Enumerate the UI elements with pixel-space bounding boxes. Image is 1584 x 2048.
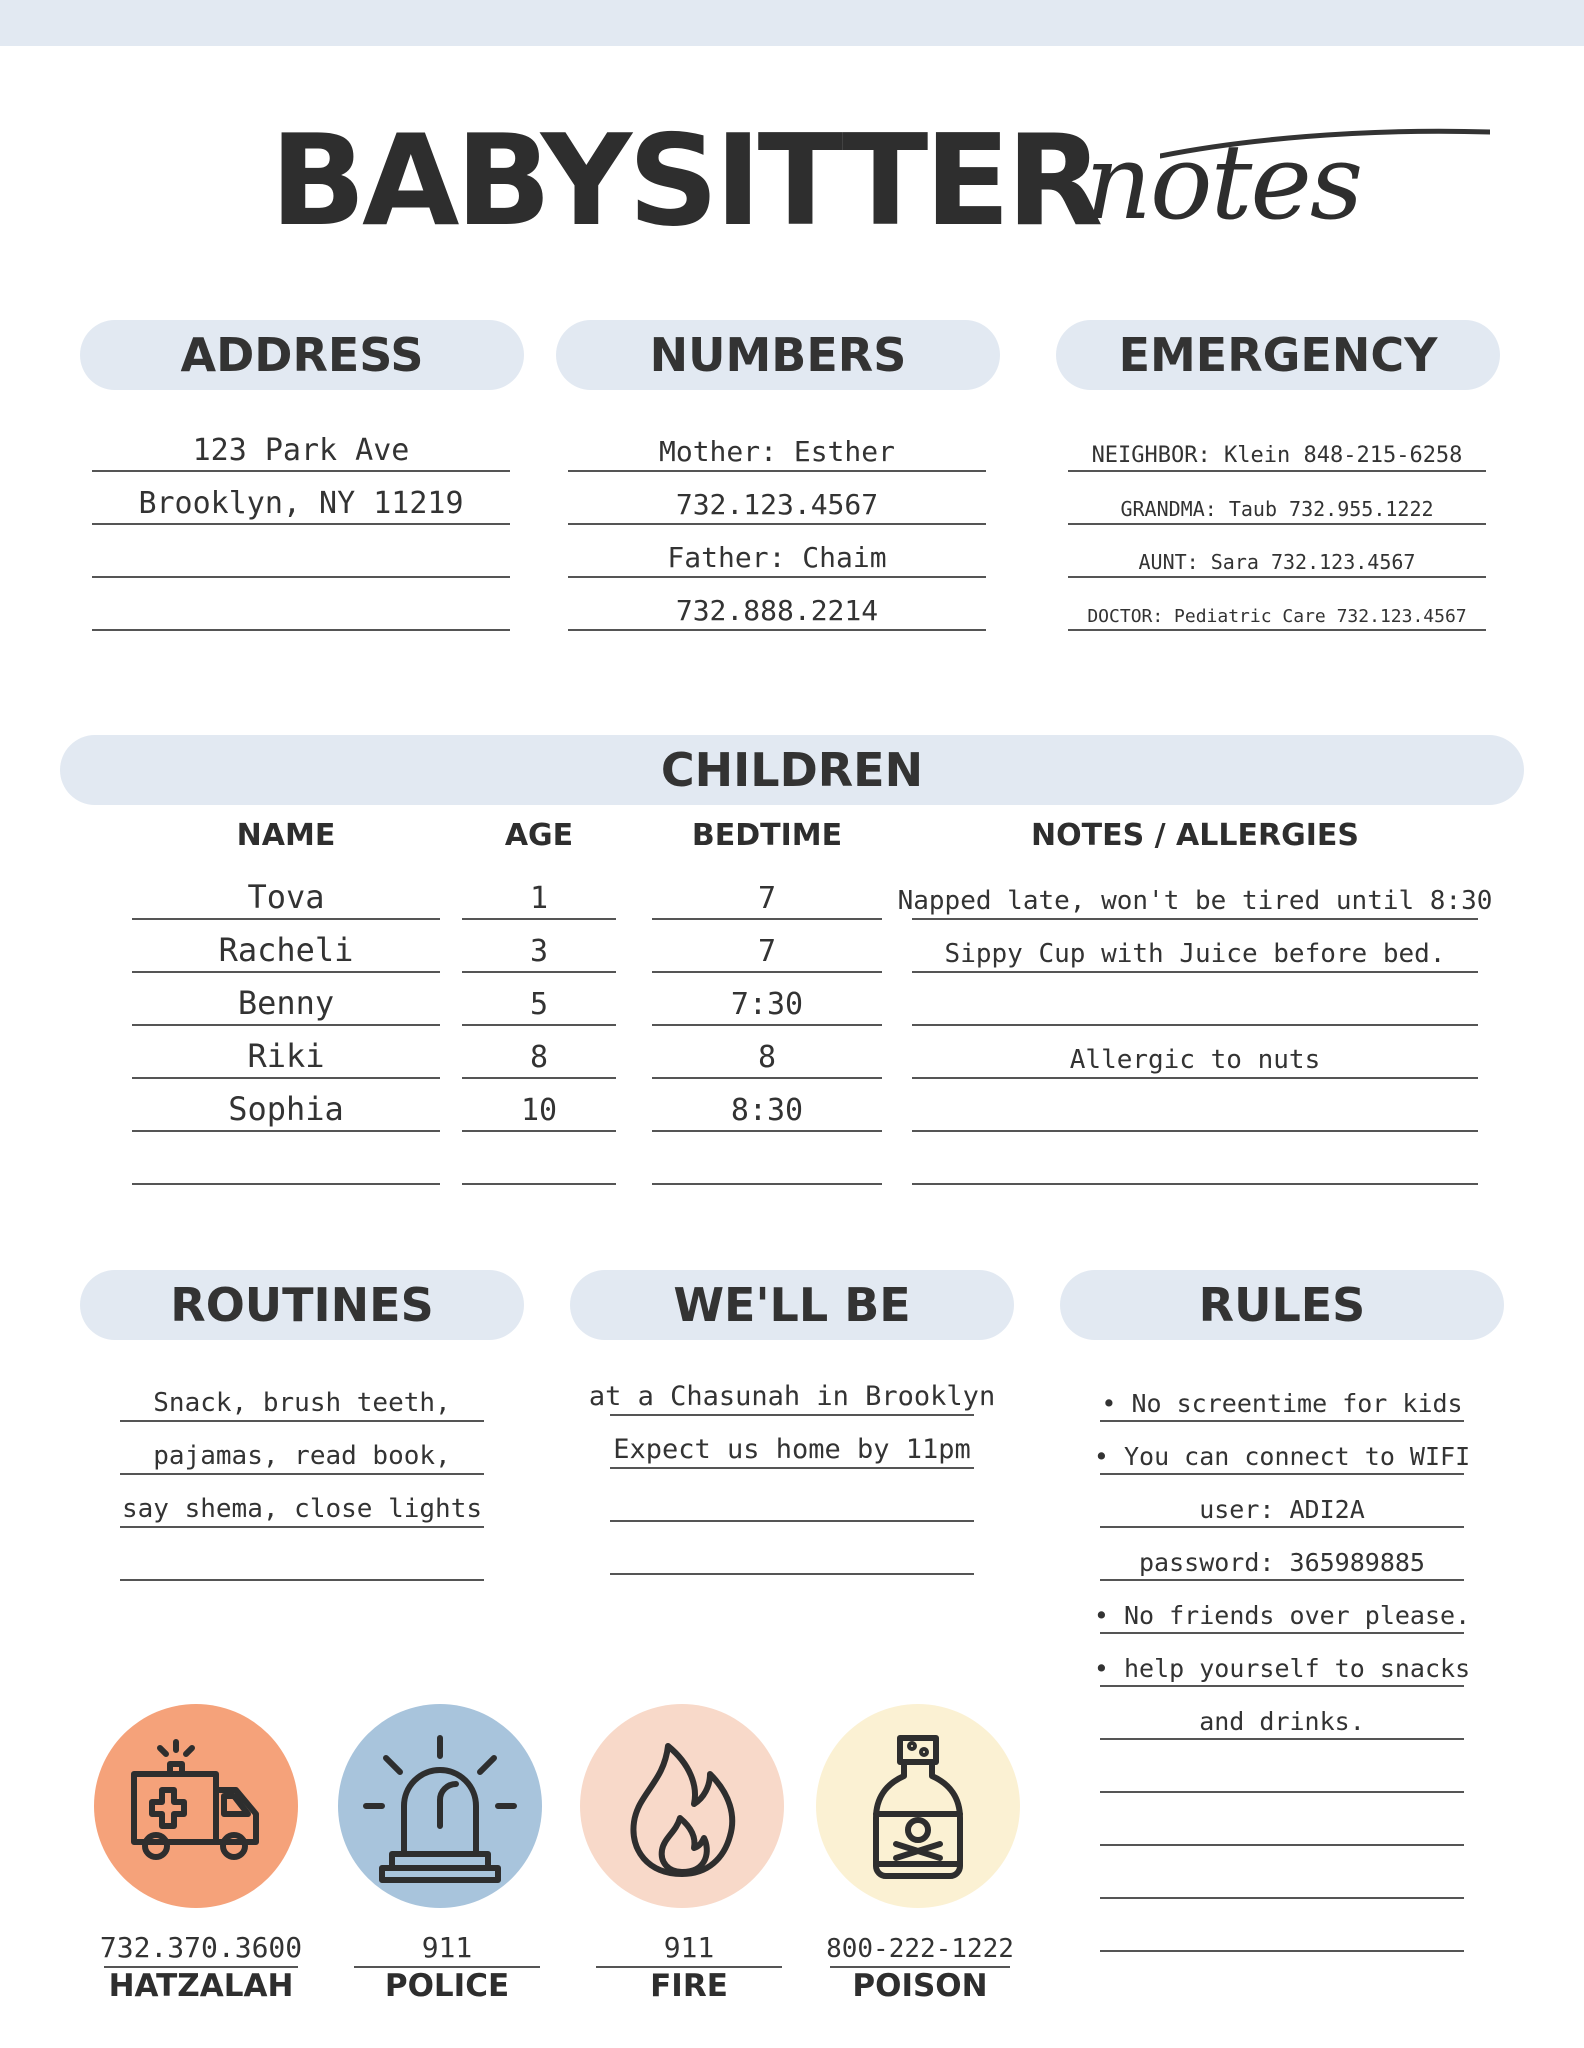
child-notes	[912, 1084, 1478, 1132]
child-bedtime: 7	[652, 925, 882, 973]
numbers-line: 732.123.4567	[568, 478, 986, 525]
child-bedtime: 7	[652, 872, 882, 920]
numbers-line: Father: Chaim	[568, 531, 986, 578]
emergency-line: GRANDMA: Taub 732.955.1222	[1068, 478, 1486, 525]
routines-line: say shema, close lights	[120, 1480, 484, 1528]
emergency-heading: EMERGENCY	[1056, 320, 1500, 390]
address-heading: ADDRESS	[80, 320, 524, 390]
hatzalah-number: 732.370.3600	[104, 1924, 298, 1968]
rules-line	[1100, 1745, 1464, 1793]
child-bedtime: 8	[652, 1031, 882, 1079]
routines-line: pajamas, read book,	[120, 1427, 484, 1475]
rules-line: • No screentime for kids	[1100, 1374, 1464, 1422]
rules-line: • No friends over please.	[1100, 1586, 1464, 1634]
column-header-bedtime: BEDTIME	[691, 818, 843, 853]
flame-icon	[580, 1704, 784, 1908]
police-label: POLICE	[384, 1968, 510, 2004]
child-name: Tova	[132, 872, 440, 920]
child-bedtime: 7:30	[652, 978, 882, 1026]
child-notes: Allergic to nuts	[912, 1031, 1478, 1079]
page-title: BABYSITTER	[270, 107, 1100, 254]
routines-line	[120, 1533, 484, 1581]
child-bedtime: 8:30	[652, 1084, 882, 1132]
column-header-name: NAME	[236, 818, 336, 853]
routines-heading: ROUTINES	[80, 1270, 524, 1340]
ambulance-icon	[94, 1704, 298, 1908]
rules-heading: RULES	[1060, 1270, 1504, 1340]
column-header-age: AGE	[504, 818, 574, 853]
well-be-line: Expect us home by 11pm	[610, 1421, 974, 1469]
poison-number: 800-222-1222	[830, 1924, 1010, 1968]
rules-line: and drinks.	[1100, 1692, 1464, 1740]
siren-icon	[338, 1704, 542, 1908]
routines-line: Snack, brush teeth,	[120, 1374, 484, 1422]
poison-bottle-icon	[816, 1704, 1020, 1908]
address-line	[92, 584, 510, 631]
rules-line: password: 365989885	[1100, 1533, 1464, 1581]
address-line: 123 Park Ave	[92, 425, 510, 472]
fire-label: FIRE	[650, 1968, 728, 2004]
rules-line	[1100, 1851, 1464, 1899]
column-header-notes: NOTES / ALLERGIES	[1031, 818, 1359, 853]
child-age	[462, 1137, 616, 1185]
well-be-line	[610, 1474, 974, 1522]
child-age: 10	[462, 1084, 616, 1132]
numbers-line: 732.888.2214	[568, 584, 986, 631]
poison-label: POISON	[852, 1968, 988, 2004]
rules-line: user: ADI2A	[1100, 1480, 1464, 1528]
numbers-heading: NUMBERS	[556, 320, 1000, 390]
child-notes: Sippy Cup with Juice before bed.	[912, 925, 1478, 973]
address-line: Brooklyn, NY 11219	[92, 478, 510, 525]
child-notes	[912, 1137, 1478, 1185]
well-be-line	[610, 1527, 974, 1575]
child-name: Riki	[132, 1031, 440, 1079]
rules-line: • You can connect to WIFI	[1100, 1427, 1464, 1475]
well-be-line: at a Chasunah in Brooklyn	[610, 1368, 974, 1416]
child-notes: Napped late, won't be tired until 8:30	[912, 872, 1478, 920]
well-be-heading: WE'LL BE	[570, 1270, 1014, 1340]
child-name: Benny	[132, 978, 440, 1026]
numbers-line: Mother: Esther	[568, 425, 986, 472]
child-notes	[912, 978, 1478, 1026]
child-name	[132, 1137, 440, 1185]
child-name: Racheli	[132, 925, 440, 973]
hatzalah-label: HATZALAH	[108, 1968, 294, 2004]
child-age: 3	[462, 925, 616, 973]
child-age: 5	[462, 978, 616, 1026]
fire-number: 911	[596, 1924, 782, 1968]
emergency-line: DOCTOR: Pediatric Care 732.123.4567	[1068, 584, 1486, 631]
page-title-script: notes	[1085, 121, 1362, 243]
top-band	[0, 0, 1584, 46]
title-swoosh	[1160, 122, 1490, 162]
child-name: Sophia	[132, 1084, 440, 1132]
child-age: 8	[462, 1031, 616, 1079]
rules-line: • help yourself to snacks	[1100, 1639, 1464, 1687]
rules-line	[1100, 1904, 1464, 1952]
child-age: 1	[462, 872, 616, 920]
address-line	[92, 531, 510, 578]
emergency-line: AUNT: Sara 732.123.4567	[1068, 531, 1486, 578]
child-bedtime	[652, 1137, 882, 1185]
emergency-line: NEIGHBOR: Klein 848-215-6258	[1068, 425, 1486, 472]
rules-line	[1100, 1798, 1464, 1846]
police-number: 911	[354, 1924, 540, 1968]
children-heading: CHILDREN	[60, 735, 1524, 805]
